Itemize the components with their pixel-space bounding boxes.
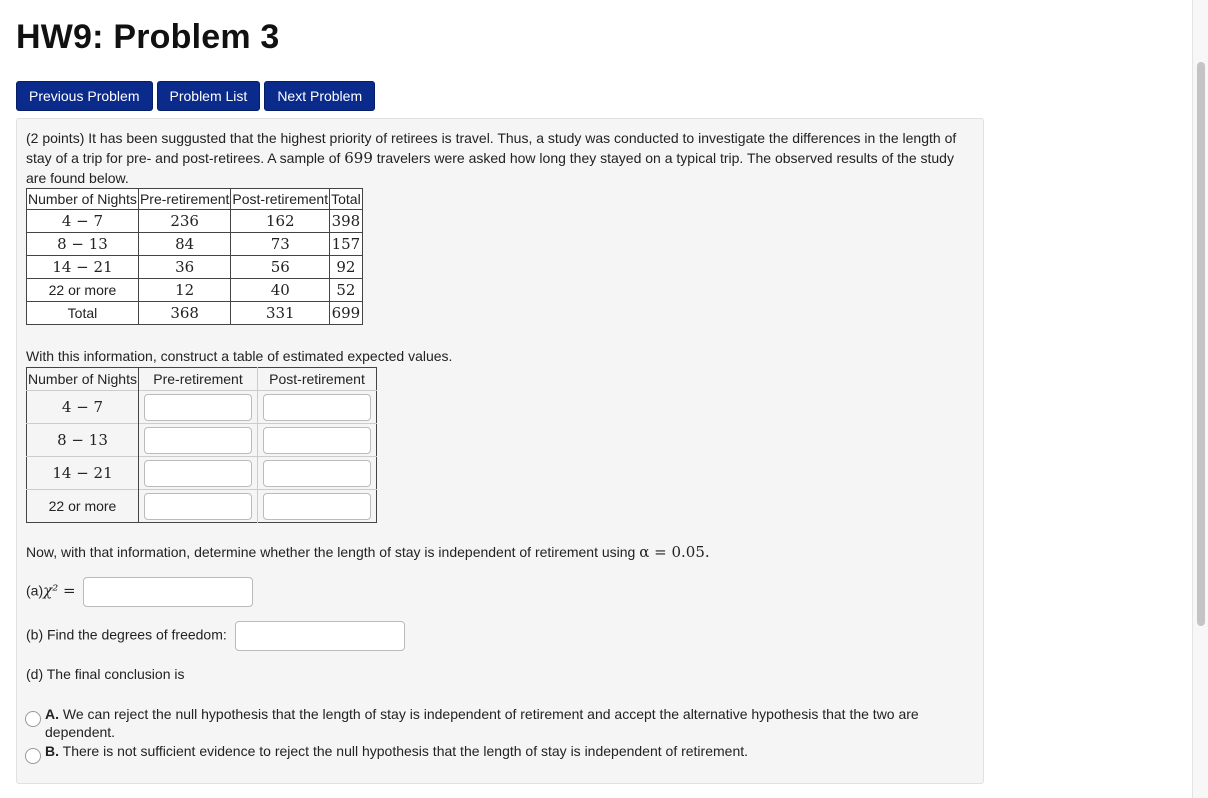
expected-post-input[interactable]: [263, 394, 371, 421]
row-label: 22 or more: [27, 490, 139, 523]
option-a-text: [45, 705, 960, 741]
page-title: HW9: Problem 3: [16, 18, 280, 56]
expected-prompt: With this information, construct a table of estimated expected values.: [26, 348, 453, 364]
table-row: [27, 424, 377, 457]
independence-text: Now, with that information, determine whether the length of stay is independent of retirement using: [26, 544, 640, 560]
alpha-value: α = 0.05.: [639, 543, 710, 561]
row-label: 4 − 7: [27, 391, 139, 424]
table-row: [27, 233, 363, 256]
table-cell: 157: [330, 233, 363, 256]
table-cell: 84: [138, 233, 230, 256]
row-label: 8 − 13: [27, 424, 139, 457]
table-cell: 36: [138, 256, 230, 279]
option-b-text: [45, 742, 960, 760]
table-cell: 368: [138, 302, 230, 325]
expected-header: Post-retirement: [269, 371, 365, 387]
table-cell: 162: [231, 210, 330, 233]
option-a[interactable]: [25, 705, 965, 745]
problem-nav: [16, 81, 375, 111]
table-row: [27, 256, 363, 279]
table-cell: 52: [330, 279, 363, 302]
intro-text-b: travelers were asked how long they stayed on a typical trip. The observed results of the study are found below.: [26, 150, 954, 186]
table-cell: 92: [330, 256, 363, 279]
question-b-label: (b) Find the degrees of freedom:: [26, 626, 227, 643]
question-a-label: (a): [26, 582, 44, 599]
chi-square-symbol: χ² =: [43, 581, 76, 600]
row-label: 14 − 21: [27, 256, 139, 279]
table-cell: 699: [330, 302, 363, 325]
option-a-radio[interactable]: [25, 711, 41, 727]
scrollbar-thumb[interactable]: [1197, 62, 1205, 626]
row-label: 22 or more: [27, 279, 139, 302]
row-label: 14 − 21: [27, 457, 139, 490]
row-label: 4 − 7: [27, 210, 139, 233]
expected-pre-input[interactable]: [144, 427, 252, 454]
expected-header: Pre-retirement: [139, 368, 258, 391]
problem-list-button[interactable]: Problem List: [157, 81, 261, 111]
degrees-of-freedom-input[interactable]: [235, 621, 405, 651]
table-cell: 331: [231, 302, 330, 325]
expected-pre-input[interactable]: [144, 493, 252, 520]
problem-body: [16, 118, 984, 784]
row-label: 8 − 13: [27, 233, 139, 256]
question-d-label: (d) The final conclusion is: [26, 666, 185, 682]
expected-post-input[interactable]: [263, 493, 371, 520]
table-row: [27, 210, 363, 233]
observed-header: Total: [330, 189, 363, 210]
option-label: We can reject the null hypothesis that the length of stay is independent of retirement and accept the alternative hypothesis that the two are dependent.: [45, 706, 919, 740]
expected-post-input[interactable]: [263, 427, 371, 454]
table-cell: 73: [231, 233, 330, 256]
independence-prompt: [26, 543, 710, 561]
expected-table: [26, 367, 377, 523]
expected-header: Number of Nights: [27, 368, 139, 391]
expected-header-row: [27, 368, 377, 391]
option-b-radio[interactable]: [25, 748, 41, 764]
previous-problem-button[interactable]: Previous Problem: [16, 81, 153, 111]
observed-table: [26, 188, 363, 325]
table-row: [27, 490, 377, 523]
sample-size: 699: [344, 149, 373, 167]
intro-text-a: (2 points) It has been suggusted that the highest priority of retirees is travel. Thus, a study was conducted to investigate the differences in the length of stay of a trip for pre- and post-retirees. A sample of: [26, 130, 957, 166]
observed-header: Number of Nights: [27, 189, 139, 210]
table-cell: 398: [330, 210, 363, 233]
table-row: [27, 457, 377, 490]
table-row: [27, 279, 363, 302]
observed-header-row: [27, 189, 363, 210]
table-row: [27, 391, 377, 424]
page-content: [16, 0, 1192, 798]
next-problem-button[interactable]: Next Problem: [264, 81, 375, 111]
option-b[interactable]: [25, 742, 965, 762]
row-label: Total: [27, 302, 139, 325]
table-cell: 12: [138, 279, 230, 302]
vertical-scrollbar[interactable]: [1192, 0, 1208, 798]
table-cell: 56: [231, 256, 330, 279]
observed-header: Post-retirement: [231, 189, 330, 210]
question-b: [26, 621, 405, 651]
chi-square-input[interactable]: [83, 577, 253, 607]
option-letter: A.: [45, 706, 59, 722]
table-cell: 40: [231, 279, 330, 302]
expected-post-input[interactable]: [263, 460, 371, 487]
table-row: [27, 302, 363, 325]
expected-pre-input[interactable]: [144, 460, 252, 487]
option-letter: B.: [45, 743, 59, 759]
expected-pre-input[interactable]: [144, 394, 252, 421]
problem-intro: [26, 128, 972, 188]
table-cell: 236: [138, 210, 230, 233]
option-label: There is not sufficient evidence to reject the null hypothesis that the length of stay is independent of retirement.: [59, 743, 749, 759]
observed-header: Pre-retirement: [138, 189, 230, 210]
question-a: [26, 577, 253, 607]
